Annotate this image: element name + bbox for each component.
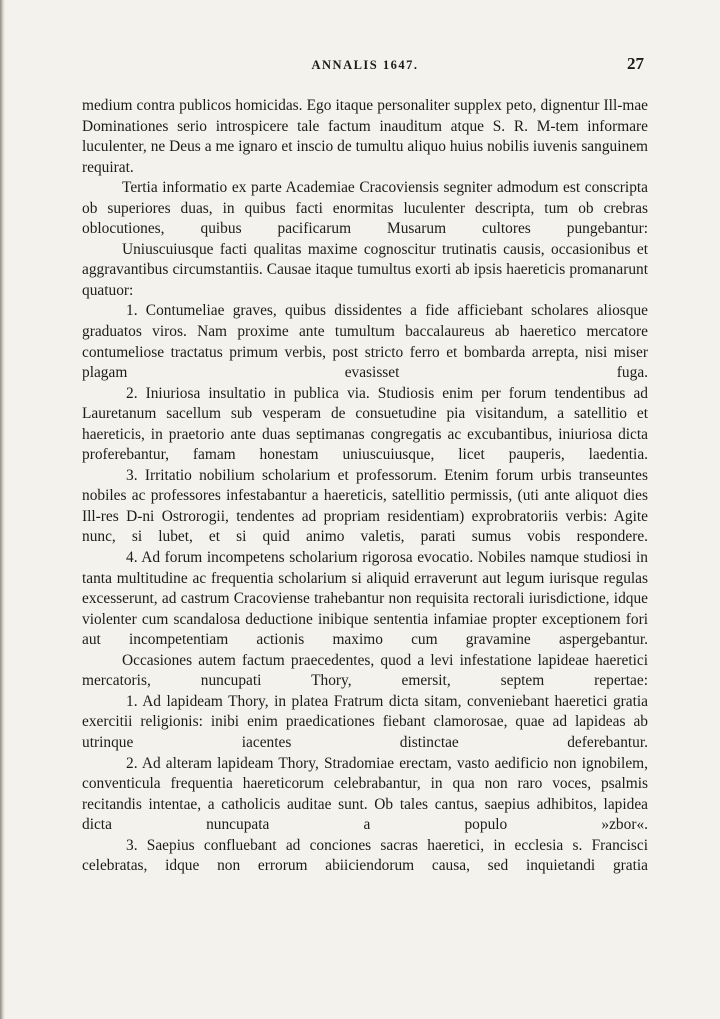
paragraph-cause-2: 2. Iniuriosa insultatio in publica via. Studiosis enim per forum tendentibus ad Lauretanum sacellum sub vesperam de consuetudine pia visitandum, a satellitio et haereticis, in praetorio ante duas septimanas congregatis ac excubantibus, iniuriosa dicta proferebantur, famam honestam uniuscuiusque, licet pauperis, laedentia.: [82, 384, 648, 464]
paragraph-continuation: medium contra publicos homicidas. Ego itaque personaliter supplex peto, dignentur Ill-mae Dominationes serio introspicere tale factum inauditum atque S. R. M-tem informare luculenter, ne Deus a me ignaro et inscio de tumultu aliquo huius nobilis iuvenis sanguinem requirat.: [82, 97, 648, 176]
paragraph-occasio-2: 2. Ad alteram lapideam Thory, Stradomiae erectam, vasto aedificio non ignobilem, conventicula frequentia haereticorum celebrabantur, in qua non raro voces, psalmis recitandis intentae, a catholicis auditae sunt. Ob tales cantus, saepius adhibitos, lapidea dicta nuncupata a populo »zbor«.: [82, 754, 648, 834]
paragraph-causae: Uniuscuiusque facti qualitas maxime cognoscitur trutinatis causis, occasionibus et aggravantibus circumstantiis. Causae itaque tumultus exorti ab ipsis haereticis promanarunt quatuor:: [82, 240, 648, 299]
paragraph-tertia-informatio: Tertia informatio ex parte Academiae Cracoviensis segniter admodum est conscripta ob superiores duas, in quibus facti enormitas luculenter descripta, tum ob crebras oblocutiones, quibus pacificarum Musarum cultores pungebantur:: [82, 179, 648, 238]
paragraph-occasiones: Occasiones autem factum praecedentes, quod a levi infestatione lapideae haeretici mercatoris, nuncupati Thory, emersit, septem repertae:: [82, 651, 648, 690]
body-text: [82, 96, 648, 877]
paragraph-occasio-3: 3. Saepius confluebant ad conciones sacras haeretici, in ecclesia s. Francisci celebratas, idque non errorum abiiciendorum causa, sed inquietandi gratia: [82, 836, 648, 875]
page-header: [82, 48, 648, 86]
paragraph-occasio-1: 1. Ad lapideam Thory, in platea Fratrum dicta sitam, conveniebant haeretici gratia exercitii religionis: inibi enim praedicationes fiebant clamorosae, quae ad lapideas ab utrinque iacentes distinctae deferebantur.: [82, 692, 648, 751]
paragraph-cause-1: 1. Contumeliae graves, quibus dissidentes a fide afficiebant scholares aliosque graduatos viros. Nam proxime ante tumultum baccalaureus ab haeretico mercatore contumeliose tractatus primum verbis, post stricto ferro et bombarda arrepta, nisi miser plagam evasisset fuga.: [82, 302, 648, 382]
paragraph-cause-3: 3. Irritatio nobilium scholarium et professorum. Etenim forum urbis transeuntes nobiles ac professores infestabantur a haereticis, satellitio permissis, (uti ante aliquot dies Ill-res D-ni Ostrorogii, tendentes ad propriam residentiam) exprobratoriis verbis: Agite nunc, si lubet, et si quid animo valetis, parati sumus vobis respondere.: [82, 466, 648, 546]
scan-edge: [0, 0, 5, 1019]
paragraph-cause-4: 4. Ad forum incompetens scholarium rigorosa evocatio. Nobiles namque studiosi in tanta multitudine ac frequentia scholarium si aliquid erraverunt aut legum iurisque regulas excesserunt, ad castrum Cracoviense trahebantur non requisita rectorali iurisdictione, idque violenter cum scandalosa deductione inibique sententia infamiae propter exceptionem fori aut incompetentiam actionis maximo cum gravamine aspergebantur.: [82, 549, 648, 649]
book-page: [82, 48, 648, 877]
page-number: 27: [627, 54, 644, 73]
running-head: ANNALIS 1647.: [311, 58, 419, 72]
